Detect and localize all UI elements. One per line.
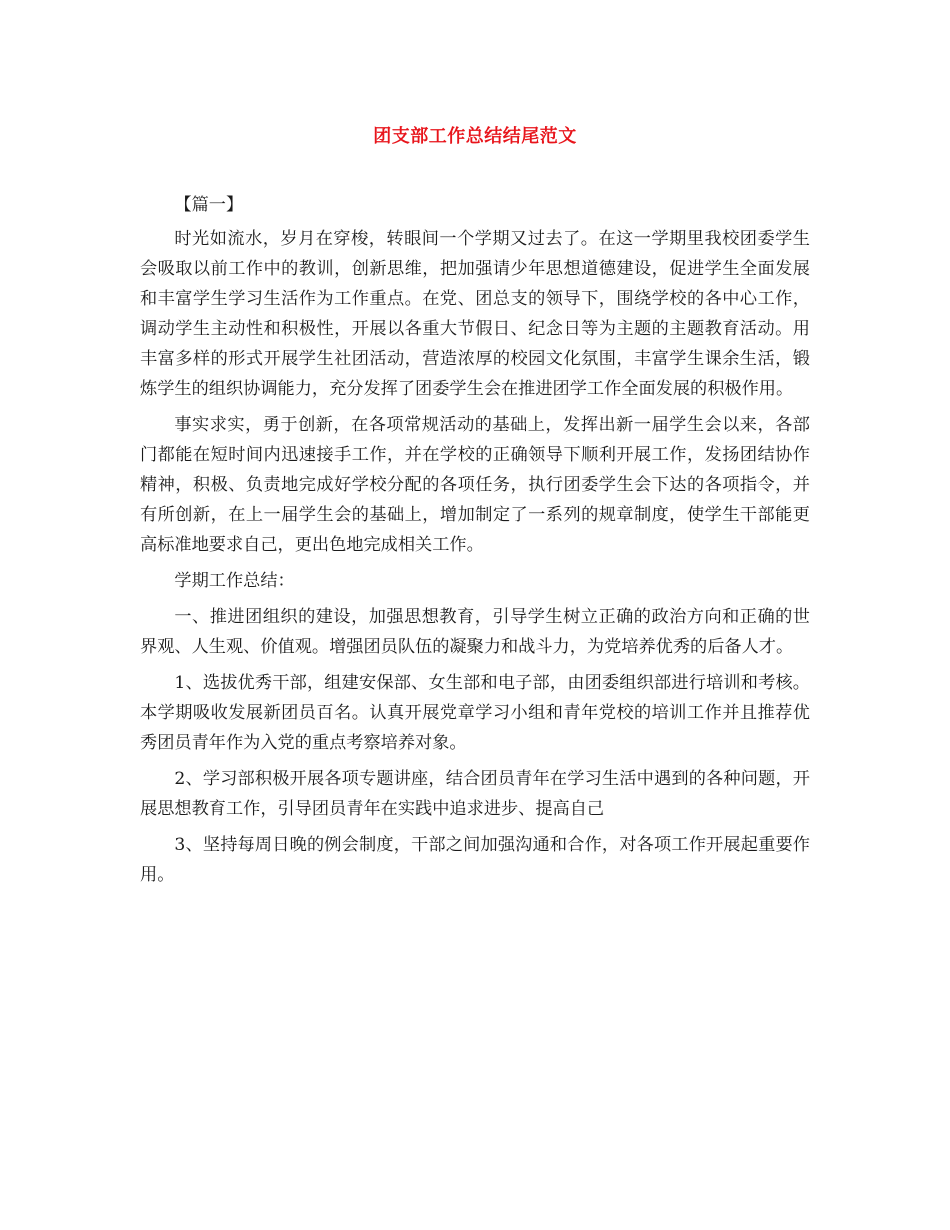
paragraph-item-2: 2、学习部积极开展各项专题讲座，结合团员青年在学习生活中遇到的各种问题，开展思想教育工作，引导团员青年在实践中追求进步、提高自己	[140, 769, 810, 819]
document-body	[140, 190, 810, 896]
paragraph-item-3: 3、坚持每周日晚的例会制度，干部之间加强沟通和合作，对各项工作开展起重要作用。	[140, 835, 810, 885]
paragraph-practice: 事实求实，勇于创新，在各项常规活动的基础上，发挥出新一届学生会以来，各部门都能在短时间内迅速接手工作，并在学校的正确领导下顺利开展工作，发扬团结协作精神，积极、负责地完成好学校分配的各项任务，执行团委学生会下达的各项指令，并有所创新，在上一届学生会的基础上，增加制定了一系列的规章制度，使学生干部能更高标准地要求自己，更出色地完成相关工作。	[140, 415, 810, 555]
paragraph-intro: 时光如流水，岁月在穿梭，转眼间一个学期又过去了。在这一学期里我校团委学生会吸取以前工作中的教训，创新思维，把加强请少年思想道德建设，促进学生全面发展和丰富学生学习生活作为工作重点。在党、团总支的领导下，围绕学校的各中心工作，调动学生主动性和积极性，开展以各重大节假日、纪念日等为主题的主题教育活动。用丰富多样的形式开展学生社团活动，营造浓厚的校园文化氛围，丰富学生课余生活，锻炼学生的组织协调能力，充分发挥了团委学生会在推进团学工作全面发展的积极作用。	[140, 229, 810, 399]
section-heading: 【篇一】	[174, 195, 244, 215]
paragraph-summary-heading: 学期工作总结：	[174, 571, 295, 591]
paragraph-point-one: 一、推进团组织的建设，加强思想教育，引导学生树立正确的政治方向和正确的世界观、人生观、价值观。增强团员队伍的凝聚力和战斗力，为党培养优秀的后备人才。	[140, 607, 810, 657]
document-title: 团支部工作总结结尾范文	[373, 126, 577, 147]
paragraph-item-1: 1、选拔优秀干部，组建安保部、女生部和电子部，由团委组织部进行培训和考核。本学期吸收发展新团员百名。认真开展党章学习小组和青年党校的培训工作并且推荐优秀团员青年作为入党的重点考察培养对象。	[140, 673, 810, 753]
